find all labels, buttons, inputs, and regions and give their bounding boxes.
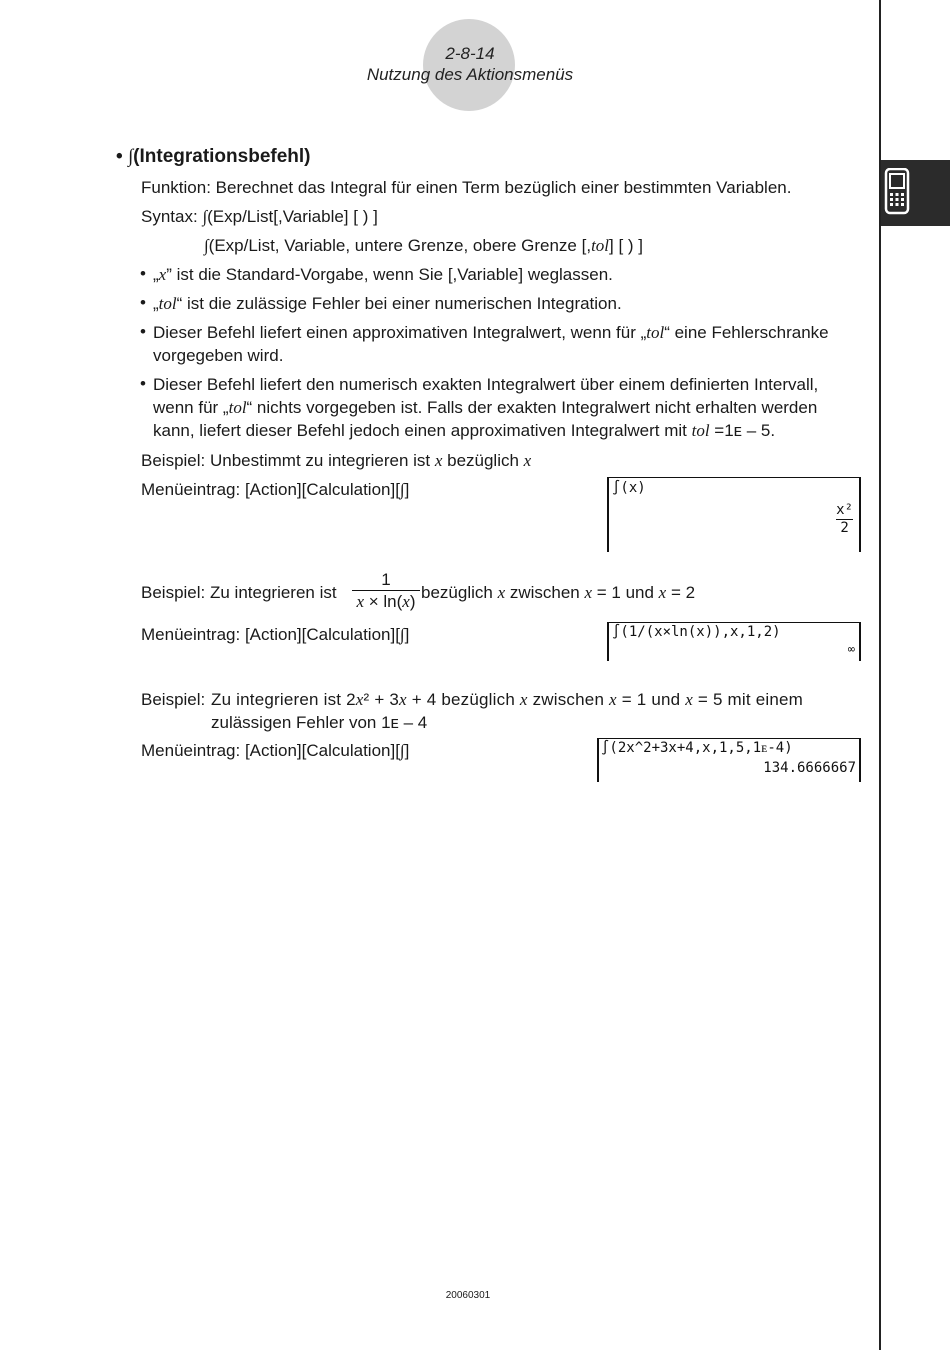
note-2 (153, 293, 622, 315)
screen-2-result: ∞ (847, 642, 855, 656)
note-3-line-1 (153, 322, 829, 344)
example-3-line-1 (211, 689, 803, 711)
syntax-integral-symbol-2: ∫ (204, 236, 209, 255)
syntax-line-2 (204, 235, 643, 257)
calculator-screen-3 (597, 738, 861, 782)
syntax-label: Syntax: (141, 207, 198, 226)
note-4-line-3 (153, 420, 775, 442)
heading-bullet: • (116, 146, 123, 167)
syntax-form-1: (Exp/List[,Variable] [ ) ] (207, 207, 378, 226)
screen-2-input: ∫(1/(x×ln(x)),x,1,2) (612, 624, 781, 640)
note-1-text: ” ist die Standard-Vorgabe, wenn Sie [,Variable] weglassen. (166, 265, 613, 284)
var-x: x (519, 690, 528, 709)
screen-1-denominator: 2 (836, 519, 853, 536)
example-3-text-c: + 4 bezüglich (406, 690, 520, 709)
example-1-text (141, 450, 531, 472)
calculator-screen-2 (607, 622, 861, 661)
example-2-text-tail (421, 582, 695, 604)
integral-symbol: ∫ (127, 146, 134, 167)
syntax-form-2a: (Exp/List, Variable, untere Grenze, obere Grenze [, (208, 236, 592, 255)
note-bullet-4: • (140, 374, 146, 393)
menu-path: Menüeintrag: [Action][Calculation][ (141, 625, 400, 644)
var-x: x (434, 451, 443, 470)
quote-open: „ (153, 265, 159, 284)
note-4-line-1: Dieser Befehl liefert den numerisch exakten Integralwert über einem definierten Intervall, (153, 375, 819, 394)
example-2-text (141, 582, 337, 604)
var-x: x (356, 592, 365, 611)
example-2-text-c: zwischen (505, 583, 585, 602)
var-x: x (658, 583, 667, 602)
example-3-text-f: = 5 mit einem (692, 690, 804, 709)
var-tol: tol (158, 294, 177, 313)
var-x: x (584, 583, 593, 602)
syntax-integral-symbol: ∫ (202, 207, 208, 226)
note-bullet-3: • (140, 322, 146, 341)
menu-end: ] (404, 625, 410, 644)
var-x: x (523, 451, 532, 470)
footer-code: 20060301 (445, 1290, 491, 1301)
example-3-menu (141, 740, 409, 762)
example-2-text-e: = 2 (666, 583, 696, 602)
syntax-line-1 (141, 206, 378, 228)
var-x: x (497, 583, 506, 602)
note-3-line-2: vorgegeben wird. (153, 346, 284, 365)
function-description: Funktion: Berechnet das Integral für einen Term bezüglich einer bestimmten Variablen. (141, 178, 792, 197)
example-3-text-a: Zu integrieren ist 2 (211, 690, 356, 709)
screen-3-input: ∫(2x^2+3x+4,x,1,5,1ᴇ-4) (601, 740, 793, 756)
screen-1-result (836, 502, 853, 536)
syntax-form-2b: ] [ ) ] (609, 236, 644, 255)
note-4-line-2 (153, 397, 817, 419)
screen-1-input: ∫(x) (612, 480, 646, 496)
var-tol: tol (646, 323, 665, 342)
calculator-screen-1 (607, 477, 861, 552)
example-3-text-e: = 1 und (616, 690, 686, 709)
note-4-text-b: “ nichts vorgegeben ist. Falls der exakten Integralwert nicht erhalten werden (246, 398, 818, 417)
example-2-text-b: bezüglich (421, 583, 498, 602)
menu-path: Menüeintrag: [Action][Calculation][ (141, 741, 400, 760)
menu-path: Menüeintrag: [Action][Calculation][ (141, 480, 400, 499)
integral-symbol: ∫ (399, 741, 405, 760)
page-number: 2-8-14 (445, 44, 495, 63)
screen-3-result: 134.6666667 (763, 760, 856, 776)
note-4-text-a: wenn für „ (153, 398, 229, 417)
integral-symbol: ∫ (399, 480, 405, 499)
note-1 (153, 264, 613, 286)
note-bullet-1: • (140, 264, 146, 283)
fraction-close: ) (409, 592, 416, 611)
var-x: x (158, 265, 167, 284)
syntax-tol: tol (591, 236, 610, 255)
var-x: x (685, 690, 693, 709)
var-x: x (609, 690, 617, 709)
quote-open: „ (153, 294, 159, 313)
var-x: x (402, 592, 410, 611)
chapter-tab (881, 160, 950, 226)
menu-end: ] (404, 480, 410, 499)
note-3-text-a: Dieser Befehl liefert einen approximativen Integralwert, wenn für „ (153, 323, 647, 342)
example-3-label: Beispiel: (141, 690, 206, 709)
integral-symbol: ∫ (399, 625, 405, 644)
fraction-denominator (352, 590, 420, 613)
note-4-text-c: kann, liefert dieser Befehl jedoch einen approximativen Integralwert mit (153, 421, 692, 440)
heading-title: (Integrationsbefehl) (133, 146, 311, 167)
note-2-text: “ ist die zulässige Fehler bei einer numerischen Integration. (176, 294, 622, 313)
example-1-text-a: Beispiel: Unbestimmt zu integrieren ist (141, 451, 435, 470)
section-heading (116, 146, 311, 168)
note-bullet-2: • (140, 293, 146, 312)
section-title: Nutzung des Aktionsmenüs (366, 65, 574, 84)
var-x: x (399, 690, 407, 709)
example-2-fraction (352, 570, 420, 613)
note-4-text-d: =1ᴇ – 5. (709, 421, 776, 440)
example-3-text-d: zwischen (527, 690, 610, 709)
calculator-icon (884, 168, 914, 218)
example-2-menu (141, 624, 409, 646)
example-1-text-b: bezüglich (442, 451, 524, 470)
fraction-numerator: 1 (381, 570, 391, 589)
var-tol: tol (691, 421, 710, 440)
example-2-text-d: = 1 und (592, 583, 659, 602)
fraction-times-ln: × ln( (364, 592, 403, 611)
var-x: x (355, 690, 364, 709)
screen-1-numerator: x² (836, 502, 853, 518)
var-tol: tol (228, 398, 247, 417)
example-2-text-a: Beispiel: Zu integrieren ist (141, 583, 337, 602)
example-3-line-2: zulässigen Fehler von 1ᴇ – 4 (211, 713, 428, 732)
example-1-menu (141, 479, 409, 501)
note-3-text-b: “ eine Fehlerschranke (664, 323, 829, 342)
menu-end: ] (404, 741, 410, 760)
example-3-text-b: ² + 3 (363, 690, 400, 709)
